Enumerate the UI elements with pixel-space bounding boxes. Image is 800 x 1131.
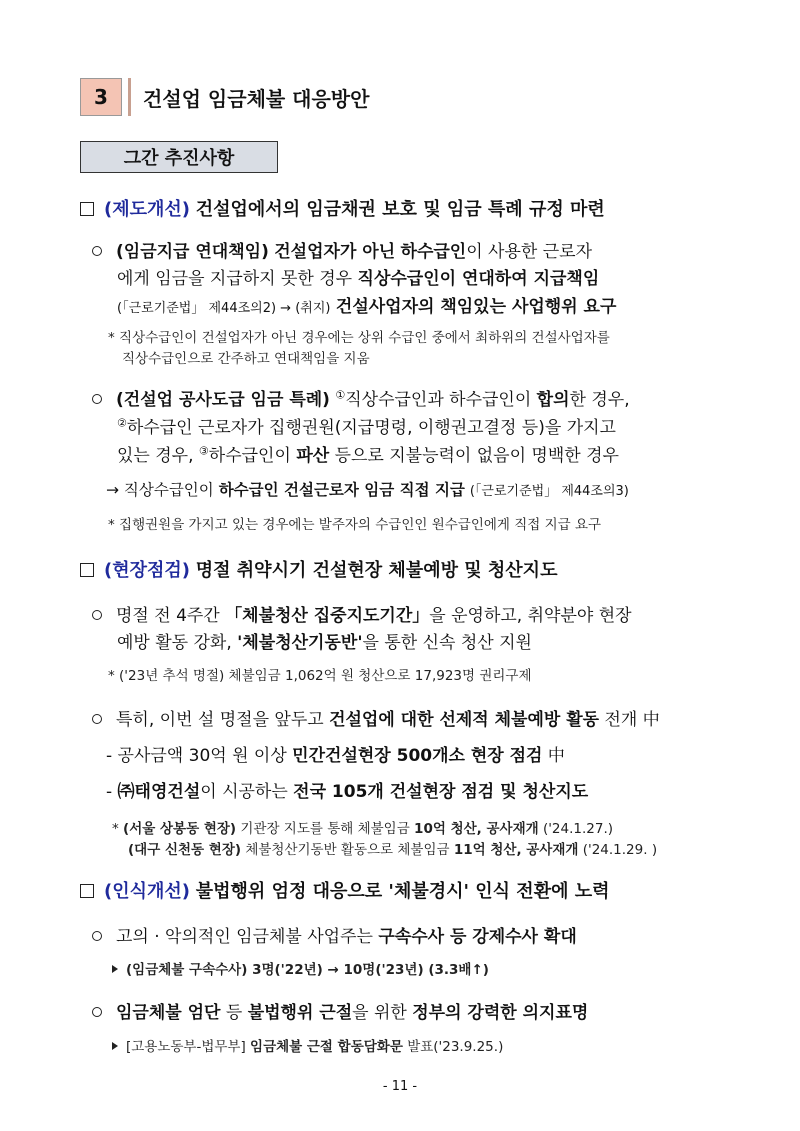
heading-awareness bbox=[80, 877, 610, 903]
text-bold: 건설업에 대한 선제적 체불예방 활동 bbox=[329, 710, 600, 730]
dash-line bbox=[106, 741, 565, 766]
text: 발표('23.9.25.) bbox=[407, 1039, 504, 1055]
text-bold: '체불청산기동반' bbox=[237, 633, 363, 653]
note-line: * 직상수급인이 건설업자가 아닌 경우에는 상위 수급인 중에서 최하위의 건설사업자를 bbox=[108, 330, 610, 346]
text: 기관장 지도를 통해 체불임금 bbox=[240, 821, 410, 837]
heading-text: 건설업에서의 임금채권 보호 및 임금 특례 규정 마련 bbox=[195, 199, 605, 220]
tag: (현장점검) bbox=[104, 560, 191, 581]
text: ('24.1.27.) bbox=[542, 821, 614, 837]
tag: (제도개선) bbox=[104, 199, 191, 220]
text: 예방 활동 강화, bbox=[117, 633, 232, 653]
text: 하수급인이 bbox=[208, 446, 291, 466]
text: 명절 전 4주간 bbox=[116, 606, 220, 626]
marker: ② bbox=[117, 416, 127, 430]
text: 있는 경우, bbox=[117, 446, 194, 466]
checkbox-square-icon bbox=[80, 884, 94, 898]
section-number: 3 bbox=[80, 78, 122, 116]
text-bold: 10억 청산, 공사재개 bbox=[414, 821, 539, 837]
bullet-wage-special-line3 bbox=[117, 441, 619, 466]
note-line bbox=[128, 838, 657, 858]
text: 체불청산기동반 활동으로 체불임금 bbox=[245, 842, 450, 858]
text: 에게 임금을 지급하지 못한 경우 bbox=[117, 269, 353, 289]
text-bold: 불법행위 근절 bbox=[247, 1003, 353, 1023]
section-header bbox=[80, 78, 369, 116]
note-line: * 집행권원을 가지고 있는 경우에는 발주자의 수급인인 원수급인에게 직접 지급 요구 bbox=[108, 517, 602, 533]
text: 직상수급인과 하수급인이 bbox=[345, 390, 532, 410]
bullet-joint-liability bbox=[92, 237, 592, 262]
tag: (인식개선) bbox=[104, 881, 191, 902]
text-bold: 민간건설현장 500개소 현장 점검 bbox=[292, 746, 543, 766]
text-bold: 합의 bbox=[536, 390, 570, 410]
text: 하수급인 근로자가 집행권원(지급명령, 이행권고결정 등)을 가지고 bbox=[126, 418, 616, 438]
checkbox-square-icon bbox=[80, 202, 94, 216]
text-bold: 구속수사 등 강제수사 확대 bbox=[378, 927, 577, 947]
text-bold: (임금체불 구속수사) 3명('22년) → 10명('23년) (3.3배↑) bbox=[126, 962, 489, 978]
text-bold: 11억 청산, 공사재개 bbox=[453, 842, 579, 858]
bullet-wage-special bbox=[92, 385, 630, 410]
text: 을 운영하고, 취약분야 현장 bbox=[429, 606, 632, 626]
note-line: 직상수급인으로 간주하고 연대책임을 지움 bbox=[122, 351, 370, 367]
text: 中 bbox=[547, 746, 565, 766]
text-bold: (서울 상봉동 현장) bbox=[123, 821, 237, 837]
heading-text: 불법행위 엄정 대응으로 '체불경시' 인식 전환에 노력 bbox=[195, 881, 610, 902]
triangle-item bbox=[112, 1035, 503, 1055]
heading-text: 명절 취약시기 건설현장 체불예방 및 청산지도 bbox=[195, 560, 558, 581]
text: (「근로기준법」 제44조의2) → (취지) bbox=[117, 301, 331, 316]
text-bold: 건설업자가 아닌 bbox=[274, 242, 396, 262]
text-bold: 하수급인 건설근로자 임금 직접 지급 bbox=[218, 481, 465, 499]
circle-bullet-icon bbox=[92, 610, 102, 620]
text: - bbox=[106, 782, 113, 802]
text-bold: 정부의 강력한 의지표명 bbox=[412, 1003, 589, 1023]
text: 한 경우, bbox=[569, 390, 630, 410]
text: 이 시공하는 bbox=[200, 782, 288, 802]
text: 등 bbox=[225, 1003, 243, 1023]
triangle-bullet-icon bbox=[112, 965, 118, 973]
circle-bullet-icon bbox=[92, 246, 102, 256]
text-bold: 전국 105개 건설현장 점검 및 청산지도 bbox=[293, 782, 589, 802]
circle-bullet-icon bbox=[92, 714, 102, 724]
text-bold: ㈜태영건설 bbox=[117, 782, 201, 802]
text-bold: 임금체불 엄단 bbox=[116, 1003, 221, 1023]
text: ('24.1.29. ) bbox=[582, 842, 658, 858]
bullet-tag: (건설업 공사도급 임금 특례) bbox=[116, 390, 330, 410]
arrow-line bbox=[106, 478, 629, 500]
text-bold: 직상수급인이 연대하여 지급책임 bbox=[357, 269, 600, 289]
text-bold: 임금체불 근절 합동담화문 bbox=[250, 1039, 403, 1055]
text: 이 사용한 근로자 bbox=[466, 242, 592, 262]
marker: ③ bbox=[198, 444, 209, 458]
text-bold: (대구 신천동 현장) bbox=[128, 842, 242, 858]
circle-bullet-icon bbox=[92, 931, 102, 941]
section-title: 건설업 임금체불 대응방안 bbox=[143, 86, 370, 111]
text: → 직상수급인이 bbox=[106, 481, 214, 499]
text: [고용노동부-법무부] bbox=[126, 1039, 246, 1055]
heading-site-inspection bbox=[80, 556, 557, 582]
triangle-bullet-icon bbox=[112, 1042, 118, 1050]
heading-system-improvement bbox=[80, 195, 605, 221]
bullet-government-will bbox=[92, 998, 588, 1023]
triangle-item bbox=[112, 958, 489, 978]
section-divider bbox=[128, 78, 131, 116]
text-bold: 하수급인 bbox=[400, 242, 467, 262]
note-line: * ('23년 추석 명절) 체불임금 1,062억 원 청산으로 17,923명 권리구제 bbox=[108, 668, 532, 684]
bullet-joint-liability-line2 bbox=[117, 264, 599, 289]
circle-bullet-icon bbox=[92, 1007, 102, 1017]
checkbox-square-icon bbox=[80, 563, 94, 577]
text: 을 통한 신속 청산 지원 bbox=[362, 633, 532, 653]
subheader-box: 그간 추진사항 bbox=[80, 141, 278, 173]
text: 고의 · 악의적인 임금체불 사업주는 bbox=[116, 927, 373, 947]
bullet-holiday-period-line2 bbox=[117, 628, 532, 653]
bullet-investigation bbox=[92, 922, 577, 947]
bullet-joint-liability-line3 bbox=[117, 292, 616, 317]
marker: ① bbox=[335, 388, 346, 402]
bullet-wage-special-line2 bbox=[117, 413, 616, 438]
text: (「근로기준법」 제44조의3) bbox=[469, 484, 629, 499]
text: 을 위한 bbox=[352, 1003, 407, 1023]
text: 전개 中 bbox=[604, 710, 660, 730]
page-number: - 11 - bbox=[382, 1079, 418, 1094]
text-bold: 파산 bbox=[296, 446, 330, 466]
text-bold: 건설사업자의 책임있는 사업행위 요구 bbox=[335, 297, 617, 317]
bullet-preemptive bbox=[92, 705, 660, 730]
text: 특히, 이번 설 명절을 앞두고 bbox=[116, 710, 324, 730]
bullet-tag: (임금지급 연대책임) bbox=[116, 242, 269, 262]
note-line: * (서울 상봉동 현장) 기관장 지도를 통해 체불임금 10억 청산, 공사재개 ('24.1.27.) bbox=[112, 821, 614, 837]
text: 등으로 지불능력이 없음이 명백한 경우 bbox=[334, 446, 619, 466]
bullet-holiday-period bbox=[92, 601, 632, 626]
dash-line bbox=[106, 777, 588, 802]
circle-bullet-icon bbox=[92, 394, 102, 404]
text: - 공사금액 30억 원 이상 bbox=[106, 746, 287, 766]
text-bold: 「체불청산 집중지도기간」 bbox=[225, 606, 430, 626]
